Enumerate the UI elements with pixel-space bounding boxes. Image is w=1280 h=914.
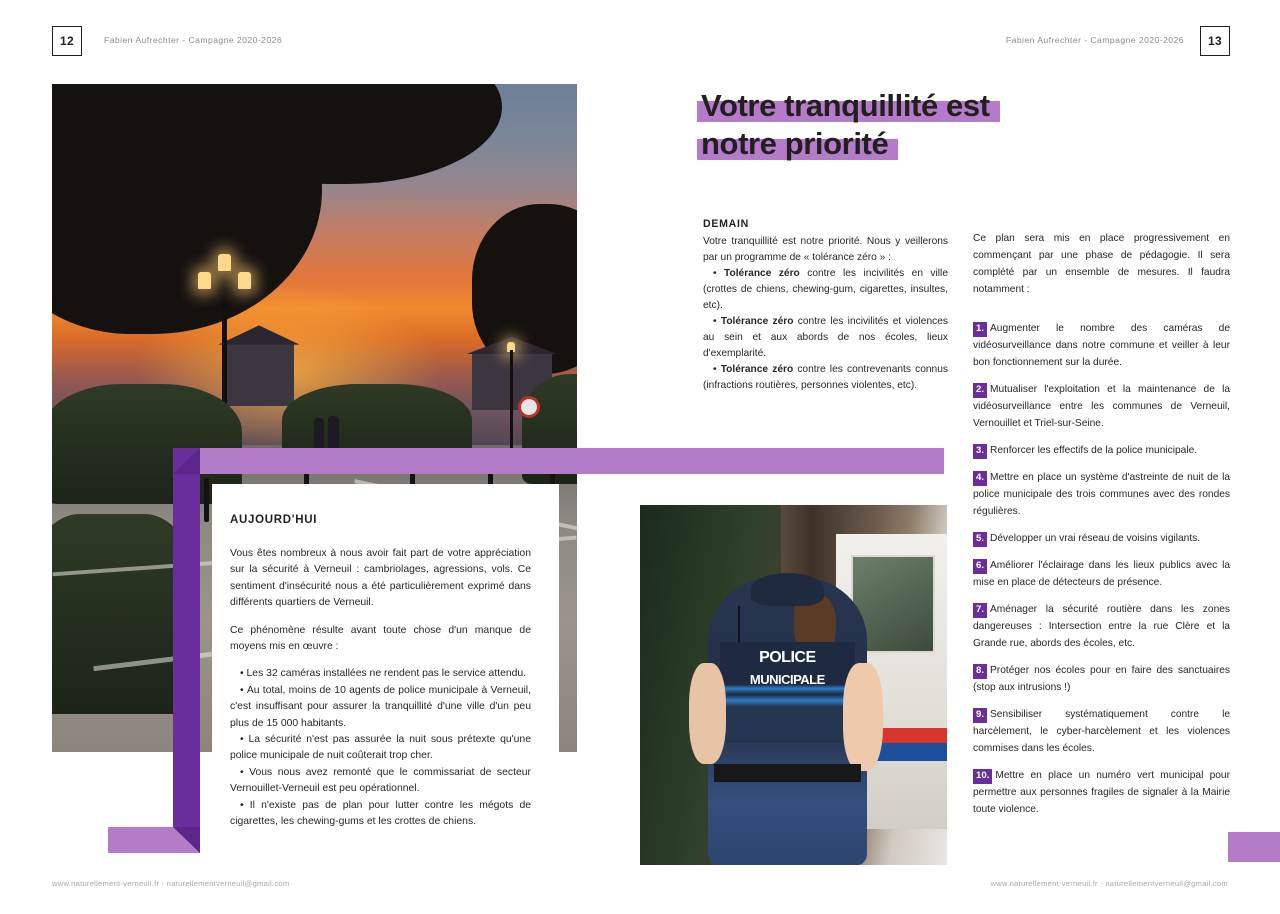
measure-item	[973, 706, 1230, 757]
purple-top-bar	[196, 448, 944, 474]
aujourdhui-card	[212, 484, 559, 844]
demain-paragraph: Votre tranquillité est notre priorité. Nous y veillerons par un programme de « tolérance zéro » :	[703, 236, 948, 263]
bullet-rest: contre les contrevenants connus (infractions routières, personnes violentes, etc).	[703, 364, 948, 391]
measure-item	[973, 662, 1230, 696]
list-item: • La sécurité n'est pas assurée la nuit sous prétexte qu'une police municipale de nuit coûterait trop cher.	[230, 732, 531, 765]
house-left	[224, 342, 294, 406]
measure-number: 6.	[973, 559, 987, 574]
pedestrian-2	[328, 416, 339, 450]
measure-text: Mettre en place un système d'astreinte de nuit de la police municipale des trois communes avec des rondes régulières.	[973, 472, 1230, 517]
demain-heading: DEMAIN	[703, 218, 749, 230]
measure-number: 4.	[973, 471, 987, 486]
list-item: • Vous nous avez remonté que le commissariat de secteur Vernouillet-Verneuil est peu opérationnel.	[230, 765, 531, 798]
list-item	[703, 362, 948, 394]
footer-right: www.naturellement-verneuil.fr - naturellementverneuil@gmail.com	[990, 879, 1228, 888]
measure-number: 10.	[973, 769, 992, 784]
list-item: • Il n'existe pas de plan pour lutter contre les mégots de cigarettes, les chewing-gums et les crottes de chiens.	[230, 798, 531, 831]
measure-item	[973, 469, 1230, 520]
page-title	[697, 88, 1117, 164]
mesures-intro: Ce plan sera mis en place progressivement en commençant par une phase de pédagogie. Il sera complété par un ensemble de mesures. Il faudra notamment :	[973, 233, 1230, 295]
mesures-column	[973, 230, 1230, 828]
vest-text-municipale: MUNICIPALE	[749, 672, 825, 688]
list-item	[703, 266, 948, 314]
list-item	[703, 314, 948, 362]
running-head-left: Fabien Aufrechter - Campagne 2020-2026	[104, 35, 283, 45]
measure-number: 5.	[973, 532, 987, 547]
bullet-lead: Tolérance zéro	[720, 364, 794, 375]
measure-text: Améliorer l'éclairage dans les lieux publics avec la mise en place de détecteurs de présence.	[973, 560, 1230, 588]
officer-left-arm	[689, 663, 726, 764]
measure-text: Aménager la sécurité routière dans les zones dangereuses : Intersection entre la rue Clère et la Grande rue, abords des écoles, etc.	[973, 604, 1230, 649]
road-sign	[518, 396, 540, 418]
measure-text: Mutualiser l'exploitation et la maintenance de la vidéosurveillance entre les communes de Verneuil, Vernouillet et Triel-sur-Seine.	[973, 384, 1230, 429]
measure-number: 2.	[973, 383, 987, 398]
measure-item	[973, 381, 1230, 432]
purple-left-bar	[173, 448, 200, 853]
page-title-line-2	[697, 126, 892, 162]
title-text-2: notre priorité	[701, 126, 889, 161]
measure-text: Renforcer les effectifs de la police municipale.	[990, 445, 1198, 456]
page-number-right: 13	[1200, 26, 1230, 56]
aujourdhui-heading: AUJOURD'HUI	[230, 514, 318, 526]
measure-item	[973, 320, 1230, 371]
demain-column	[703, 218, 948, 394]
measure-text: Augmenter le nombre des caméras de vidéosurveillance dans notre commune et veiller à leur bon fonctionnement sur la durée.	[973, 323, 1230, 368]
purple-edge-tab	[1228, 832, 1280, 862]
measure-text: Protéger nos écoles pour en faire des sanctuaires (stop aux intrusions !)	[973, 665, 1230, 693]
lamp-light-right	[238, 272, 251, 289]
measure-number: 8.	[973, 664, 987, 679]
measure-number: 1.	[973, 322, 987, 337]
bullet-rest: contre les incivilités en ville (crottes de chiens, chewing-gum, cigarettes, insultes, etc).	[703, 268, 948, 311]
measure-item	[973, 767, 1230, 818]
running-head-right: Fabien Aufrechter - Campagne 2020-2026	[1005, 35, 1184, 45]
measure-text: Développer un vrai réseau de voisins vigilants.	[990, 533, 1201, 544]
measure-item	[973, 557, 1230, 591]
hedge-foreground	[52, 514, 192, 714]
page-number-left: 12	[52, 26, 82, 56]
vest-text-police: POLICE	[759, 649, 816, 666]
aujourdhui-paragraph-2: Ce phénomène résulte avant toute chose d'un manque de moyens mis en œuvre :	[230, 624, 531, 653]
lamp-light-left	[198, 272, 211, 289]
measure-number: 9.	[973, 708, 987, 723]
demain-bullet-list	[703, 266, 948, 394]
bullet-lead: Tolérance zéro	[724, 268, 800, 279]
lamp-light-center	[218, 254, 231, 271]
aujourdhui-paragraph-1: Vous êtes nombreux à nous avoir fait part de votre appréciation sur la sécurité à Verneuil : cambriolages, agressions, vols. Ce sentiment d'insécurité nous a été particulièrement exprimé dans différents quartiers de Verneuil.	[230, 548, 531, 609]
bollard-1	[204, 478, 209, 522]
officer-cap	[751, 573, 825, 605]
officer-right-arm	[843, 663, 883, 771]
list-item: • Les 32 caméras installées ne rendent pas le service attendu.	[230, 666, 531, 682]
measure-item	[973, 530, 1230, 547]
footer-left: www.naturellement-verneuil.fr - naturellementverneuil@gmail.com	[52, 879, 290, 888]
measure-text: Sensibiliser systématiquement contre le harcèlement, le cyber-harcèlement et les violences commises dans les écoles.	[973, 709, 1230, 754]
officer-belt	[714, 764, 861, 782]
measure-number: 3.	[973, 444, 987, 459]
bullet-lead: Tolérance zéro	[720, 316, 794, 327]
page-title-line-1	[697, 88, 994, 124]
list-item: • Au total, moins de 10 agents de police municipale à Verneuil, c'est insuffisant pour assurer la tranquillité d'une ville d'un peu plus de 15 000 habitants.	[230, 683, 531, 732]
measure-text: Mettre en place un numéro vert municipal pour permettre aux personnes fragiles de signaler à la Mairie toute violence.	[973, 770, 1230, 815]
measure-item	[973, 442, 1230, 459]
aujourdhui-bullet-list	[230, 666, 531, 830]
pedestrian-1	[314, 418, 324, 450]
measure-number: 7.	[973, 603, 987, 618]
police-municipale-photo	[640, 505, 947, 865]
lamp-post-far	[510, 350, 513, 460]
measure-item	[973, 601, 1230, 652]
bullet-rest: contre les incivilités et violences au sein et aux abords de nos écoles, lieux d'exemplarité.	[703, 316, 948, 359]
title-text-1: Votre tranquillité est	[701, 88, 990, 123]
